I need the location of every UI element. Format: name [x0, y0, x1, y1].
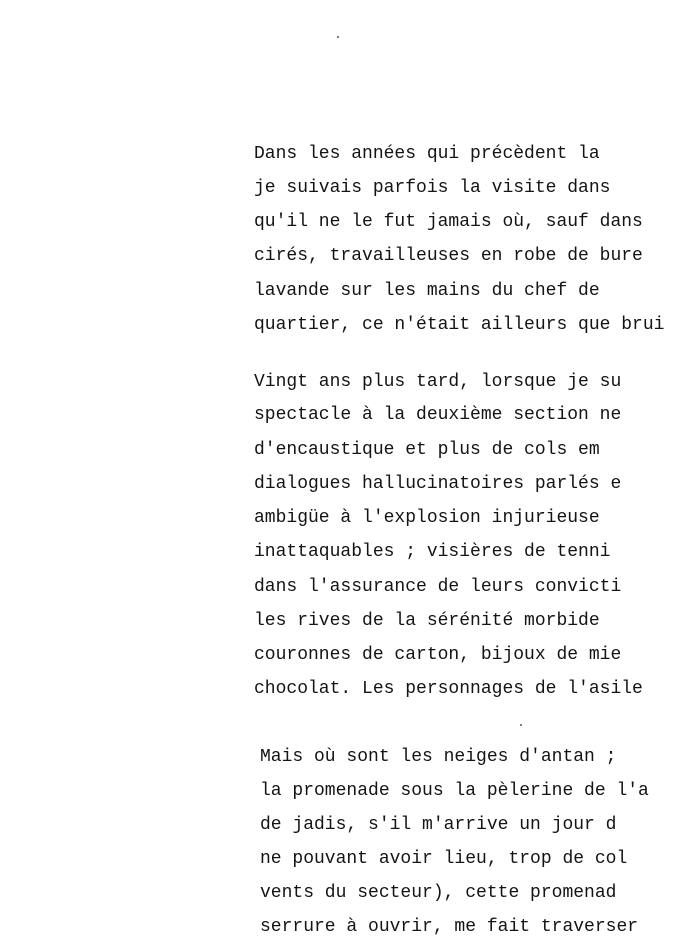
text-line: lavande sur les mains du chef de: [254, 281, 600, 301]
text-line: la promenade sous la pèlerine de l'a: [260, 781, 649, 801]
text-line: ambigüe à l'explosion injurieuse: [254, 508, 600, 528]
scan-speck: [520, 724, 522, 726]
text-line: de jadis, s'il m'arrive un jour d: [260, 815, 617, 835]
text-line: qu'il ne le fut jamais où, sauf dans: [254, 212, 643, 232]
text-line: d'encaustique et plus de cols em: [254, 440, 600, 460]
text-line: Vingt ans plus tard, lorsque je su: [254, 372, 622, 392]
text-line: serrure à ouvrir, me fait traverser: [260, 917, 639, 936]
text-line: spectacle à la deuxième section ne: [254, 405, 622, 425]
text-line: couronnes de carton, bijoux de mie: [254, 645, 622, 665]
text-line: je suivais parfois la visite dans: [254, 178, 611, 198]
scan-speck: [337, 36, 339, 38]
text-line: quartier, ce n'était ailleurs que brui: [254, 315, 665, 335]
text-line: dans l'assurance de leurs convicti: [254, 577, 622, 597]
text-line: vents du secteur), cette promenad: [260, 883, 617, 903]
text-line: les rives de la sérénité morbide: [254, 611, 600, 631]
text-line: Dans les années qui précèdent la: [254, 144, 600, 164]
text-line: ne pouvant avoir lieu, trop de col: [260, 849, 628, 869]
text-line: Mais où sont les neiges d'antan ;: [260, 747, 617, 767]
text-line: chocolat. Les personnages de l'asile: [254, 679, 643, 699]
text-line: cirés, travailleuses en robe de bure: [254, 246, 643, 266]
text-line: dialogues hallucinatoires parlés e: [254, 474, 622, 494]
text-line: inattaquables ; visières de tenni: [254, 542, 611, 562]
